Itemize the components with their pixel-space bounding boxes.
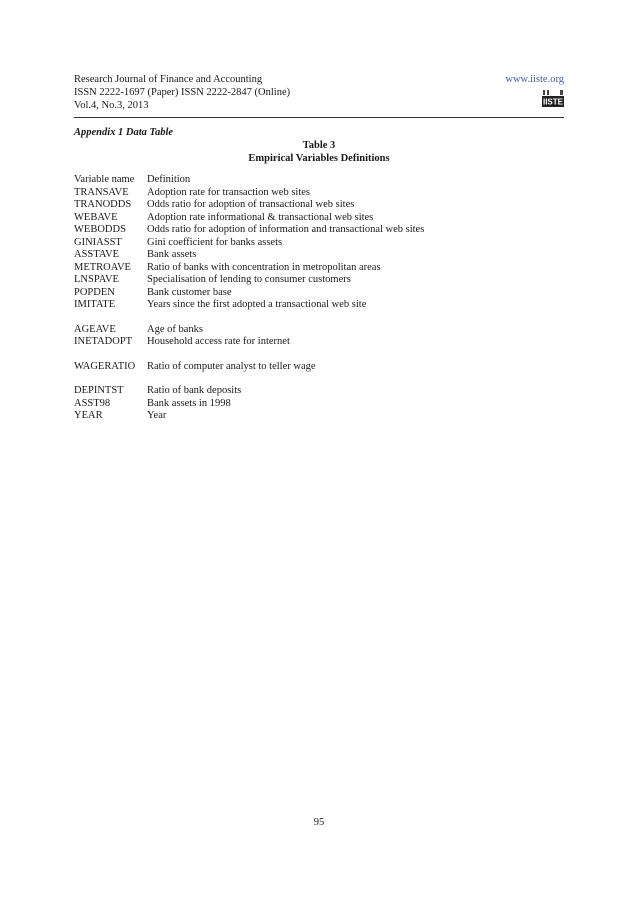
variables-table xyxy=(74,174,424,423)
iiste-logo xyxy=(542,89,564,107)
variable-name: POPDEN xyxy=(74,286,115,298)
table-row xyxy=(74,199,424,212)
variable-name: METROAVE xyxy=(74,261,131,273)
table-row xyxy=(74,361,424,374)
variable-definition: Ratio of bank deposits xyxy=(147,385,242,396)
column-header-name: Variable name xyxy=(74,174,135,185)
variable-definition: Year xyxy=(147,410,167,421)
appendix-heading: Appendix 1 Data Table xyxy=(74,127,174,138)
variable-name: ASST98 xyxy=(74,397,111,409)
table-header-row xyxy=(74,174,424,187)
variable-definition: Bank customer base xyxy=(147,286,232,298)
table-row xyxy=(74,187,424,200)
table-row xyxy=(74,212,424,225)
variable-definition: Odds ratio for adoption of information and transactional web sites xyxy=(147,224,425,235)
variable-definition: Age of banks xyxy=(147,323,203,335)
header-rule xyxy=(74,117,564,118)
variable-definition: Specialisation of lending to consumer customers xyxy=(147,274,351,285)
volume-line: Vol.4, No.3, 2013 xyxy=(74,100,149,111)
variable-definition: Adoption rate informational & transactional web sites xyxy=(147,211,374,223)
variable-definition: Bank assets xyxy=(147,249,197,260)
table-row xyxy=(74,385,424,398)
table-row xyxy=(74,299,424,312)
column-header-definition: Definition xyxy=(147,174,191,185)
table-row xyxy=(74,262,424,275)
variable-name: DEPINTST xyxy=(74,385,124,396)
variable-name: ASSTAVE xyxy=(74,249,120,260)
table-row xyxy=(74,274,424,287)
variable-name: WAGERATIO xyxy=(74,360,136,372)
page-number: 95 xyxy=(313,817,325,828)
website-link[interactable]: www.iiste.org xyxy=(505,74,564,85)
issn-line: ISSN 2222-1697 (Paper) ISSN 2222-2847 (Online) xyxy=(74,87,291,98)
journal-title: Research Journal of Finance and Accounting xyxy=(74,74,263,85)
table-row xyxy=(74,287,424,300)
table-row xyxy=(74,224,424,237)
page-header xyxy=(74,73,564,112)
svg-text:IISTE: IISTE xyxy=(542,97,564,107)
variable-name: INETADOPT xyxy=(74,336,133,347)
table-number: Table 3 xyxy=(302,140,336,151)
variable-name: WEBODDS xyxy=(74,224,126,235)
variable-name: WEBAVE xyxy=(74,211,118,223)
variable-definition: Bank assets in 1998 xyxy=(147,397,231,409)
table-row xyxy=(74,410,424,423)
variable-definition: Household access rate for internet xyxy=(147,336,290,347)
variable-name: YEAR xyxy=(74,410,103,421)
variable-definition: Odds ratio for adoption of transactional web sites xyxy=(147,199,355,210)
variable-name: IMITATE xyxy=(74,299,116,310)
table-row xyxy=(74,336,424,349)
table-row xyxy=(74,398,424,411)
variable-definition: Gini coefficient for banks assets xyxy=(147,236,283,248)
variable-name: GINIASST xyxy=(74,236,122,248)
variable-name: TRANSAVE xyxy=(74,186,129,198)
variable-name: LNSPAVE xyxy=(74,274,119,285)
variable-definition: Ratio of computer analyst to teller wage xyxy=(147,360,316,372)
table-row xyxy=(74,237,424,250)
variable-definition: Adoption rate for transaction web sites xyxy=(147,186,310,198)
table-title: Empirical Variables Definitions xyxy=(248,153,390,164)
variable-definition: Years since the first adopted a transactional web site xyxy=(147,299,367,310)
variable-name: TRANODDS xyxy=(74,199,132,210)
variable-name: AGEAVE xyxy=(74,323,116,335)
variable-definition: Ratio of banks with concentration in metropolitan areas xyxy=(147,261,381,273)
table-row xyxy=(74,249,424,262)
table-row xyxy=(74,324,424,337)
